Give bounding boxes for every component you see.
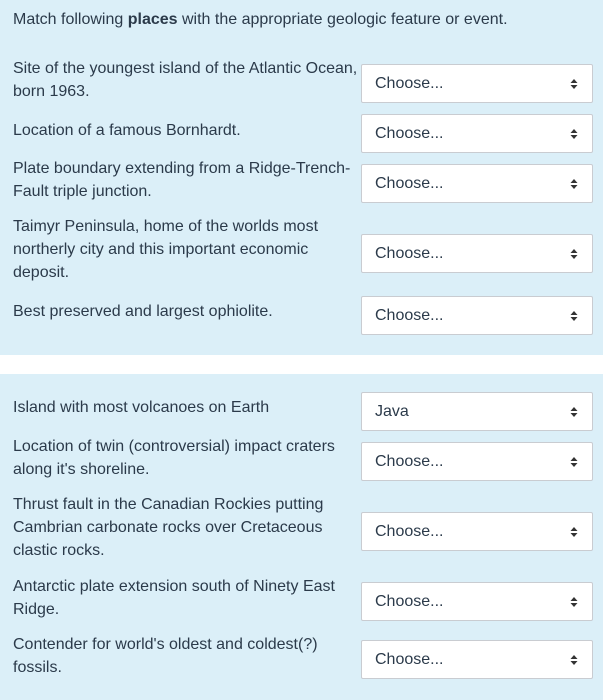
select-value: Choose... [375,245,444,262]
instruction-prefix: Match following [13,11,128,28]
select-value: Choose... [375,125,444,142]
answer-select[interactable] [361,392,593,431]
answer-select[interactable] [361,234,593,273]
select-value: Choose... [375,175,444,192]
question-label: Plate boundary extending from a Ridge-Trench-Fault triple junction. [13,160,351,200]
select-updown-icon [570,247,578,261]
select-updown-icon [570,127,578,141]
question-label: Location of a famous Bornhardt. [13,122,241,139]
question-label: Best preserved and largest ophiolite. [13,303,273,320]
answer-select[interactable] [361,164,593,203]
answer-select[interactable] [361,512,593,551]
answer-select[interactable] [361,64,593,103]
instruction-bold: places [127,11,178,28]
answer-select[interactable] [361,640,593,679]
select-value: Choose... [375,453,444,470]
select-updown-icon [570,77,578,91]
select-value: Choose... [375,651,444,668]
question-label: Antarctic plate extension south of Ninety East Ridge. [13,578,335,618]
select-value: Choose... [375,593,444,610]
select-updown-icon [570,525,578,539]
select-value: Choose... [375,523,444,540]
question-label: Location of twin (controversial) impact craters along it's shoreline. [13,438,335,478]
question-label: Taimyr Peninsula, home of the worlds most northerly city and this important economic deposit. [13,218,319,281]
select-value: Java [375,403,409,420]
answer-select[interactable] [361,442,593,481]
question-label: Thrust fault in the Canadian Rockies putting Cambrian carbonate rocks over Cretaceous clastic rocks. [13,496,324,559]
instruction-suffix: with the appropriate geologic feature or event. [177,11,508,28]
answer-select[interactable] [361,114,593,153]
select-updown-icon [570,405,578,419]
question-label: Contender for world's oldest and coldest(?) fossils. [13,636,318,676]
answer-select[interactable] [361,296,593,335]
select-value: Choose... [375,307,444,324]
select-updown-icon [570,177,578,191]
select-updown-icon [570,653,578,667]
select-updown-icon [570,309,578,323]
instruction-text [13,10,508,30]
question-label: Island with most volcanoes on Earth [13,399,270,416]
question-panel-2 [0,374,603,700]
select-updown-icon [570,455,578,469]
select-value: Choose... [375,75,444,92]
answer-select[interactable] [361,582,593,621]
question-label: Site of the youngest island of the Atlantic Ocean, born 1963. [13,60,358,100]
select-updown-icon [570,595,578,609]
